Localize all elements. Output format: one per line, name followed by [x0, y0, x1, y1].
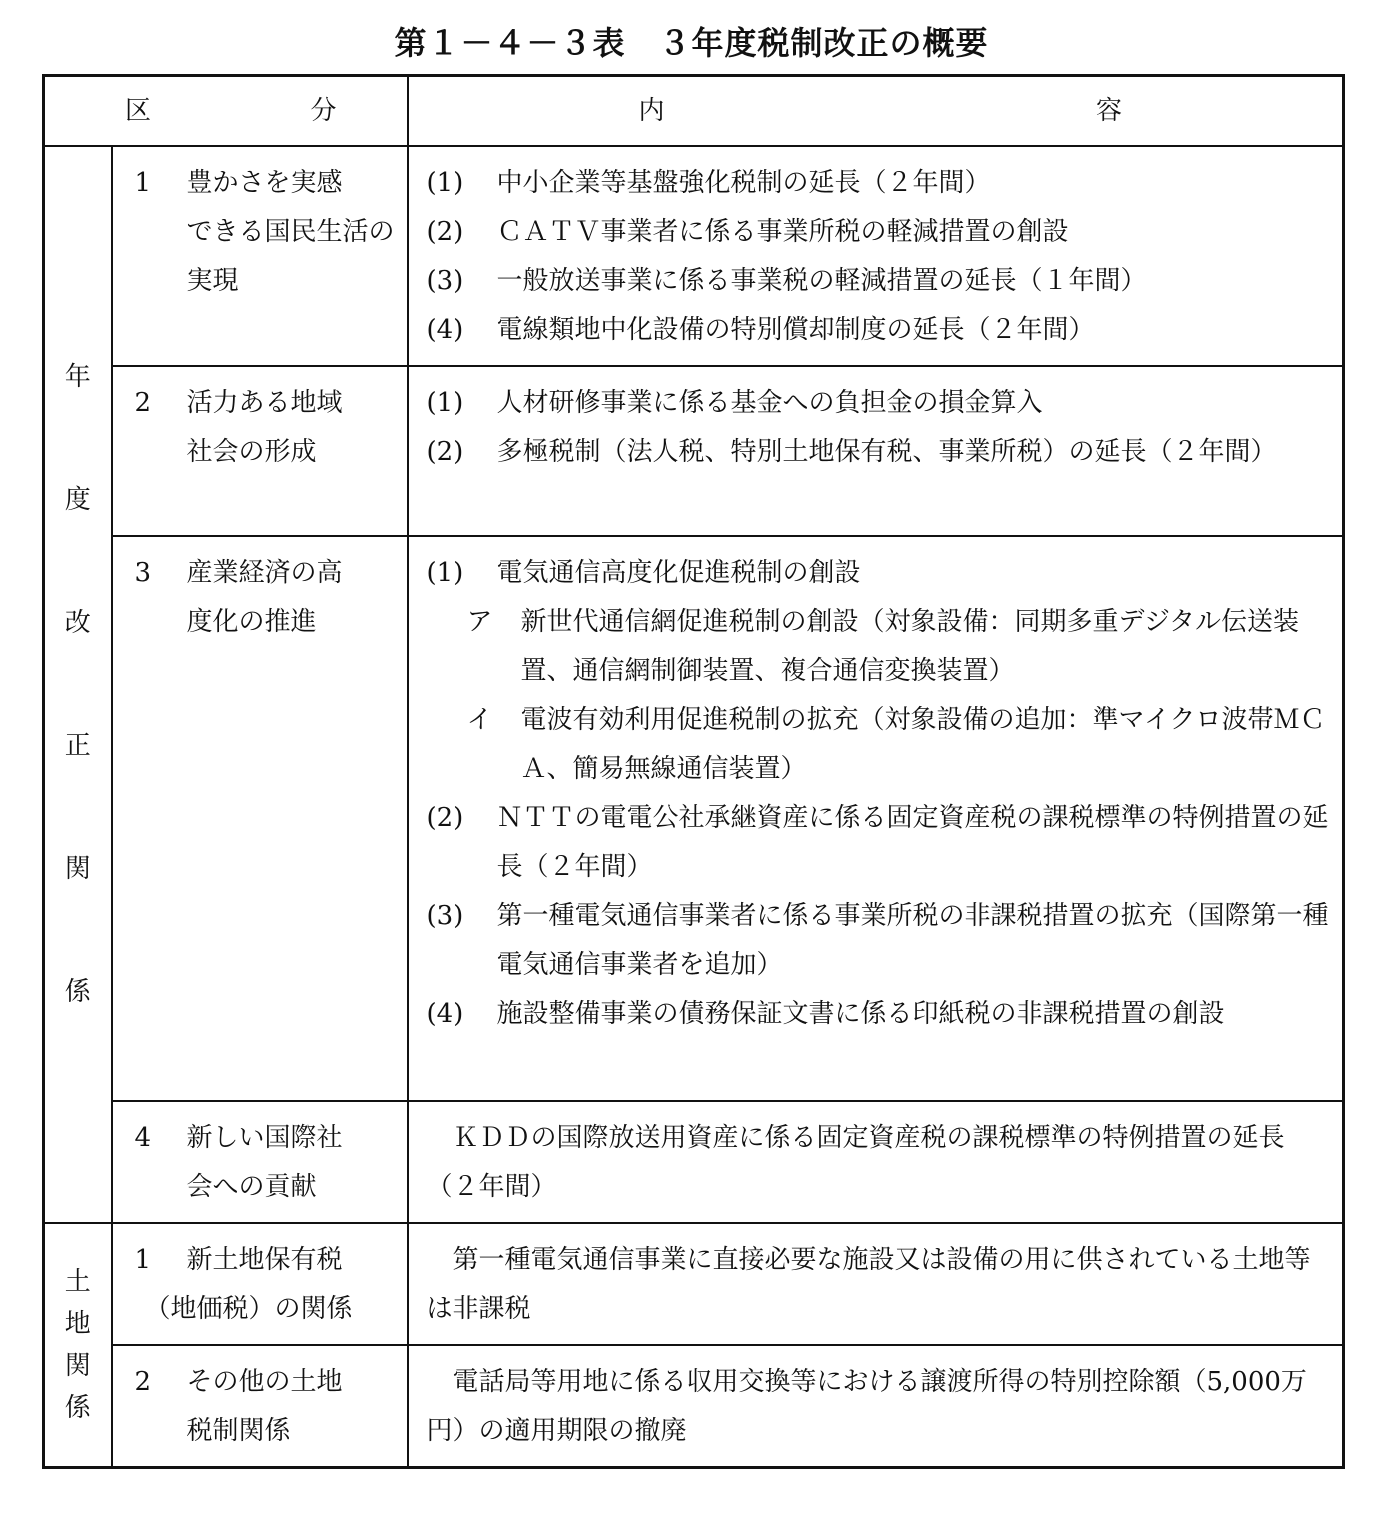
list-item: (4) 電線類地中化設備の特別償却制度の延長（２年間） — [426, 315, 1095, 345]
tax-reform-table — [42, 74, 1345, 1469]
header-category-char-1: 区 — [125, 95, 152, 126]
header-category-char-2: 分 — [310, 95, 337, 126]
table-row — [44, 1345, 1344, 1468]
list-item: (1) 人材研修事業に係る基金への負担金の損金算入 — [426, 388, 1043, 418]
category-cell: 4 新しい国際社 会への貢献 — [112, 1101, 408, 1223]
list-item: (4) 施設整備事業の債務保証文書に係る印紙税の非課税措置の創設 — [426, 999, 1225, 1029]
content-cell: ＫＤＤの国際放送用資産に係る固定資産税の課税標準の特例措置の延長（２年間） — [408, 1101, 1344, 1223]
list-item: ア 新世代通信網促進税制の創設（対象設備：同期多重デジタル伝送装置、通信網制御装置、複合通信変換装置） — [466, 607, 1299, 686]
content-cell: 第一種電気通信事業に直接必要な施設又は設備の用に供されている土地等は非課税 — [408, 1223, 1344, 1345]
list-item: イ 電波有効利用促進税制の拡充（対象設備の追加：準マイクロ波帯ＭＣＡ、簡易無線通信装置） — [466, 705, 1326, 784]
content-cell — [408, 366, 1344, 536]
list-item: (3) 第一種電気通信事業者に係る事業所税の非課税措置の拡充（国際第一種電気通信事業者を追加） — [426, 901, 1329, 980]
group-label-fiscal-year: 年 度 改 正 関 係 — [44, 146, 112, 1223]
list-item: (2) 多極税制（法人税、特別土地保有税、事業所税）の延長（２年間） — [426, 437, 1277, 467]
category-cell: 2 活力ある地域 社会の形成 — [112, 366, 408, 536]
table-row — [44, 1101, 1344, 1223]
category-cell: 2 その他の土地 税制関係 — [112, 1345, 408, 1468]
list-item: (1) 中小企業等基盤強化税制の延長（２年間） — [426, 168, 991, 198]
list-item: (2) ＮＴＴの電電公社承継資産に係る固定資産税の課税標準の特例措置の延長（２年間） — [426, 803, 1329, 882]
header-category — [44, 76, 408, 147]
group-label-land: 土 地 関 係 — [44, 1223, 112, 1468]
table-row — [44, 536, 1344, 1101]
list-item: (3) 一般放送事業に係る事業税の軽減措置の延長（１年間） — [426, 266, 1147, 296]
table-row — [44, 146, 1344, 366]
content-cell: 電話局等用地に係る収用交換等における譲渡所得の特別控除額（5,000万円）の適用期限の撤廃 — [408, 1345, 1344, 1468]
category-cell: 3 産業経済の高 度化の推進 — [112, 536, 408, 1101]
header-content-char-1: 内 — [638, 95, 665, 126]
page-title: 第１－４－３表 ３年度税制改正の概要 — [394, 24, 989, 62]
table-row — [44, 366, 1344, 536]
category-cell: 1 新土地保有税 （地価税）の関係 — [112, 1223, 408, 1345]
category-cell: 1 豊かさを実感 できる国民生活の実現 — [112, 146, 408, 366]
header-content — [408, 76, 1344, 147]
list-item: (2) ＣＡＴＶ事業者に係る事業所税の軽減措置の創設 — [426, 217, 1069, 247]
table-header-row — [44, 76, 1344, 147]
content-cell — [408, 536, 1344, 1101]
content-cell — [408, 146, 1344, 366]
list-item: (1) 電気通信高度化促進税制の創設 — [426, 558, 861, 588]
table-row — [44, 1223, 1344, 1345]
header-content-char-2: 容 — [1095, 95, 1122, 126]
